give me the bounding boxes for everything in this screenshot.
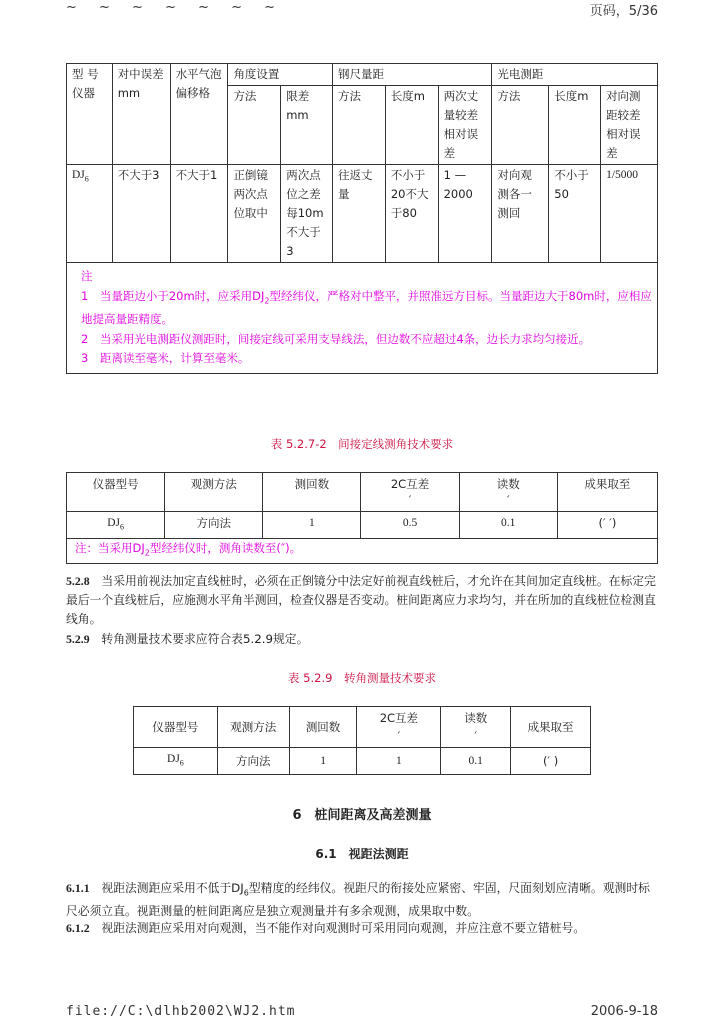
t2-model-text: DJ — [107, 517, 120, 529]
t2-cell-result: (′ ′) — [557, 512, 657, 539]
t2-reading-unit: ′ — [506, 493, 510, 507]
t3-2c-label: 2C互差 — [379, 711, 419, 725]
t3-header-rounds: 测回数 — [289, 707, 357, 748]
t3-cell-2c: 1 — [357, 748, 441, 775]
cell-model — [67, 165, 113, 263]
t3-header-method: 观测方法 — [217, 707, 289, 748]
turning-angle-table — [133, 706, 591, 775]
clause-text: 视距法测距应采用对向观测，当不能作对向观测时可采用同向观测，并应注意不要立错桩号。 — [101, 921, 586, 935]
t3-cell-rounds: 1 — [289, 748, 357, 775]
model-subscript: 6 — [84, 174, 89, 184]
t3-cell-reading: 0.1 — [441, 748, 511, 775]
header-decoration: ~ ~ ~ ~ ~ ~ ~ — [66, 0, 285, 15]
t3-cell-method: 方向法 — [217, 748, 289, 775]
header-tape-diff: 两次丈量较差相对误差 — [438, 86, 492, 165]
header-angle-method: 方法 — [228, 86, 281, 165]
header-model: 型 号 仪器 — [67, 64, 113, 165]
note-1-b: 型经纬仪，严格对中整平，并照准远方目标。当量距边大于80m时，应相应地提高量距精度。 — [81, 288, 652, 327]
t2-header-rounds: 测回数 — [263, 473, 361, 512]
t2-cell-reading: 0.1 — [459, 512, 557, 539]
t2-2c-label: 2C互差 — [390, 477, 430, 491]
note-1-sub: 2 — [264, 295, 270, 305]
clause-5-2-8 — [66, 572, 660, 629]
cell-angle-limit: 两次点位之差每10m不大于3 — [281, 165, 333, 263]
table3-caption: 表 5.2.9 转角测量技术要求 — [288, 671, 436, 685]
t3-reading-label: 读数 — [464, 711, 488, 725]
cell-centering: 不大于3 — [112, 165, 170, 263]
clause-text-b: 型精度的经纬仪。视距尺的衔接处应紧密、牢固，尺面刻划应清晰。观测时标尺必须立直。视距测量的桩间距离应是独立观测量并有多余观测，成果取中数。 — [66, 881, 650, 919]
cell-bubble: 不大于1 — [170, 165, 228, 263]
t2-note-a: 注：当采用DJ — [75, 541, 145, 556]
header-tape-group: 钢尺量距 — [333, 64, 492, 86]
t3-cell-model — [134, 748, 218, 775]
print-date: 2006-9-18 — [590, 1004, 658, 1019]
t2-header-model: 仪器型号 — [67, 473, 165, 512]
header-edm-method: 方法 — [492, 86, 549, 165]
table2-caption: 表 5.2.7-2 间接定线测角技术要求 — [270, 437, 454, 451]
t2-note — [67, 539, 658, 563]
t2-2c-unit: ′ — [408, 493, 412, 507]
header-edm-group: 光电测距 — [492, 64, 658, 86]
clause-text: 当采用前视法加定直线桩时，必须在正倒镜分中法定好前视直线桩后，才允许在其间加定直线桩。在标定完最后一个直线桩后，应施测水平角半测回，检查仪器是否变动。桩间距离应力求均匀，并在所加的直线桩位检测直线角。 — [66, 574, 656, 626]
header-angle-group: 角度设置 — [228, 64, 333, 86]
clause-number: 6.1.2 — [66, 921, 90, 935]
section-6-1-heading: 6.1 视距法测距 — [315, 847, 409, 861]
clause-5-2-9 — [66, 630, 660, 649]
t2-note-sub: 2 — [144, 548, 150, 558]
t3-2c-unit: ′ — [397, 729, 401, 743]
header-edm-length: 长度m — [549, 86, 601, 165]
header-tape-method: 方法 — [333, 86, 386, 165]
t3-reading-unit: ′ — [474, 729, 478, 743]
t3-header-result: 成果取至 — [511, 707, 591, 748]
t3-cell-result: (′ ) — [511, 748, 591, 775]
t2-cell-rounds: 1 — [263, 512, 361, 539]
page-header — [66, 0, 658, 20]
t2-note-b: 型经纬仪时，测角读数至(″)。 — [149, 541, 302, 556]
header-bubble: 水平气泡偏移格 — [170, 64, 228, 165]
note-1 — [81, 287, 653, 330]
page-footer — [66, 1002, 658, 1024]
cell-tape-diff: 1 — 2000 — [438, 165, 492, 263]
t2-header-2c — [361, 473, 459, 512]
t3-header-reading — [441, 707, 511, 748]
t3-model-text: DJ — [167, 753, 180, 765]
file-path: file://C:\dlhb2002\WJ2.htm — [66, 1004, 296, 1019]
cell-tape-method: 往返丈量 — [333, 165, 386, 263]
header-edm-diff: 对向测距较差相对误差 — [601, 86, 658, 165]
clause-number: 6.1.1 — [66, 881, 90, 895]
header-centering: 对中误差mm — [112, 64, 170, 165]
clause-sub: 6 — [243, 888, 249, 898]
note-2: 2 当采用光电测距仪测距时，间接定线可采用支导线法，但边数不应超过4条，边长力求均匀接近。 — [81, 331, 591, 346]
cell-tape-length: 不小于20不大于80 — [385, 165, 438, 263]
clause-number: 5.2.8 — [66, 574, 90, 588]
table1-notes — [67, 263, 658, 374]
header-tape-length: 长度m — [385, 86, 438, 165]
cell-angle-method: 正倒镜两次点位取中 — [228, 165, 281, 263]
cell-edm-method: 对向观测各一测回 — [492, 165, 549, 263]
section-6-heading: 6 桩间距离及高差测量 — [292, 808, 432, 823]
t2-reading-label: 读数 — [496, 477, 520, 491]
t3-model-sub: 6 — [179, 758, 184, 768]
t3-header-2c — [357, 707, 441, 748]
indirect-line-angle-table — [66, 472, 658, 564]
cell-edm-diff: 1/5000 — [601, 165, 658, 263]
t2-header-reading — [459, 473, 557, 512]
t3-header-model: 仪器型号 — [134, 707, 218, 748]
clause-6-1-1 — [66, 879, 660, 921]
t2-model-sub: 6 — [119, 522, 124, 532]
note-3: 3 距离读至毫米，计算至毫米。 — [81, 351, 250, 366]
note-1-a: 1 当量距边小于20m时，应采用DJ — [81, 288, 265, 303]
cell-edm-length: 不小于50 — [549, 165, 601, 263]
clause-number: 5.2.9 — [66, 632, 90, 646]
t2-cell-model — [67, 512, 165, 539]
t2-header-result: 成果取至 — [557, 473, 657, 512]
t2-cell-method: 方向法 — [165, 512, 263, 539]
t2-header-method: 观测方法 — [165, 473, 263, 512]
model-text: DJ — [72, 169, 85, 181]
clause-6-1-2 — [66, 919, 660, 938]
clause-text-a: 视距法测距应采用不低于DJ — [101, 881, 244, 895]
t2-cell-2c: 0.5 — [361, 512, 459, 539]
clause-text: 转角测量技术要求应符合表5.2.9规定。 — [101, 632, 309, 646]
page-number: 页码，5/36 — [589, 4, 658, 19]
notes-title: 注 — [81, 269, 93, 283]
distance-spec-table — [66, 63, 658, 374]
header-angle-limit: 限差mm — [281, 86, 333, 165]
